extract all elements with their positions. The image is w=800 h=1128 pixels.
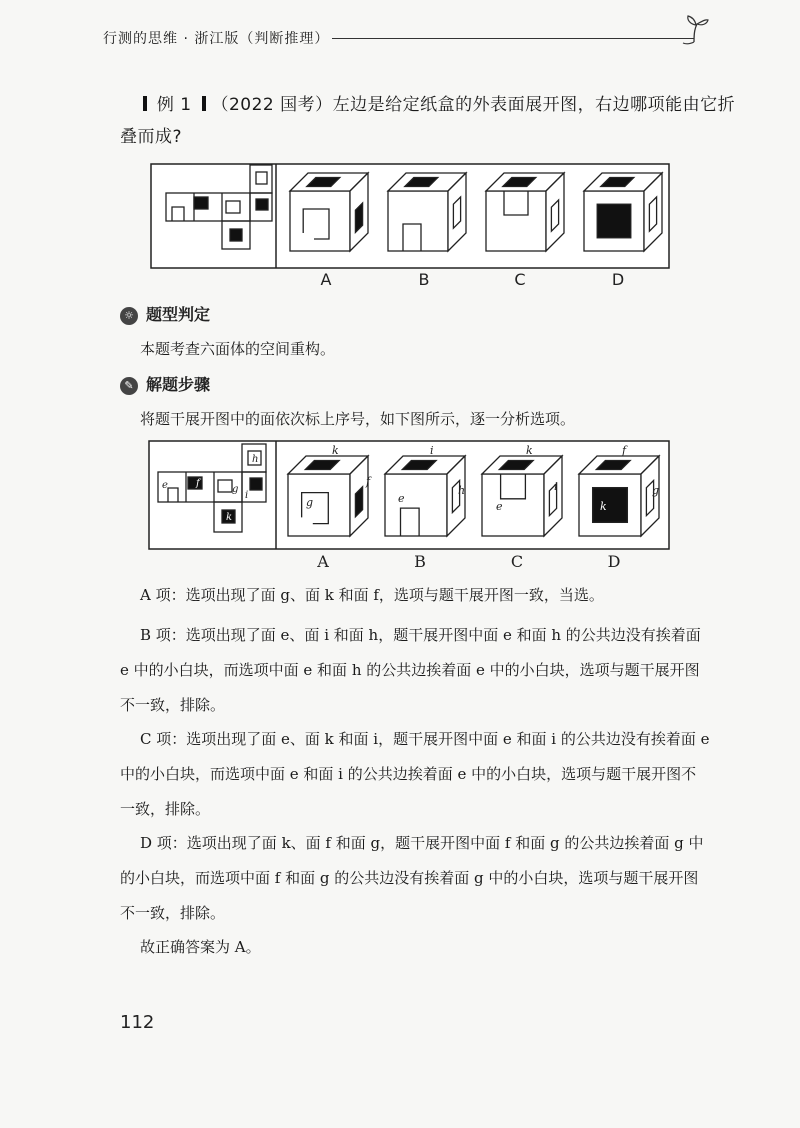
analysis-d: D 项：选项出现了面 k、面 f 和面 g，题干展开图中面 f 和面 g 的公共边挨着面 g 中的小白块，而选项中面 f 和面 g 的公共边没有挨着面 g 中的小白块，选项与题干展开图不一致，排除。 <box>120 834 704 922</box>
cube-c-front-label: e <box>496 500 503 513</box>
section-steps-body: 将题干展开图中的面依次标上序号，如下图所示，逐一分析选项。 <box>140 410 576 428</box>
cube-c-side-label: i <box>554 480 558 493</box>
cube-d-top-label: f <box>622 444 627 457</box>
cube-b-front-label: e <box>398 492 405 505</box>
fig2-label-d: D <box>607 552 621 571</box>
fig2-label-b: B <box>414 552 426 571</box>
fig1-label-d: D <box>611 270 625 289</box>
cube-f1-d-front-mark <box>597 204 631 238</box>
cube-f2-d-front-mark <box>593 488 628 523</box>
cube-f1-d <box>584 173 662 251</box>
final-answer: 故正确答案为 A。 <box>140 938 261 956</box>
section-steps-label: 解题步骤 <box>146 375 211 394</box>
fig1-label-a: A <box>320 270 332 289</box>
figure-2 <box>148 440 670 552</box>
cube-f2-c-front <box>482 474 544 536</box>
fig2-label-c: C <box>510 552 524 571</box>
cube-d-side-label: g <box>652 484 660 497</box>
cube-f2-c <box>482 456 562 536</box>
cube-f2-b <box>385 456 465 536</box>
bulb-icon: ☼ <box>120 307 138 325</box>
question-line-1 <box>143 90 735 115</box>
cube-f1-c-front <box>486 191 546 251</box>
net-face-i: i <box>245 490 249 501</box>
analysis-b: B 项：选项出现了面 e、面 i 和面 h，题干展开图中面 e 和面 h 的公共边没有挨着面 e 中的小白块，而选项中面 e 和面 h 的公共边挨着面 e 中的小白块，选项与题干展开图不一致，排除。 <box>120 626 701 714</box>
cube-f1-b-front <box>388 191 448 251</box>
net-face-k: k <box>226 512 233 523</box>
cube-b-side-label: h <box>458 484 466 497</box>
net-face-e: e <box>162 480 168 491</box>
net-face-g: g <box>232 484 239 495</box>
cube-a-top-label: k <box>332 444 339 457</box>
cube-f1-a <box>290 173 368 251</box>
sprout-icon <box>680 12 714 46</box>
page-number: 112 <box>120 1012 155 1033</box>
figure-1 <box>150 163 670 271</box>
section-type-title <box>120 302 210 325</box>
cube-f2-a-front <box>288 474 350 536</box>
cube-f2-a <box>288 456 368 536</box>
cube-f2-b-front <box>385 474 447 536</box>
cube-c-top-label: k <box>526 444 533 457</box>
cube-f1-b <box>388 173 466 251</box>
section-type-body: 本题考查六面体的空间重构。 <box>140 340 336 358</box>
analysis-a: A 项：选项出现了面 g、面 k 和面 f，选项与题干展开图一致，当选。 <box>140 586 604 604</box>
cube-f1-a-front <box>290 191 350 251</box>
tag-bar-left <box>143 96 147 111</box>
fig1-label-c: C <box>514 270 526 289</box>
running-header: 行测的思维 · 浙江版（判断推理） <box>103 31 330 47</box>
cube-a-side-label: f <box>366 475 371 488</box>
tag-bar-right <box>202 96 206 111</box>
cube-f1-c <box>486 173 564 251</box>
cube-a-front-label: g <box>306 496 314 509</box>
analysis-c: C 项：选项出现了面 e、面 k 和面 i，题干展开图中面 e 和面 i 的公共边没有挨着面 e 中的小白块，而选项中面 e 和面 i 的公共边挨着面 e 中的小白块，选项与题干展开图不一致，排除。 <box>120 730 710 818</box>
section-steps-title <box>120 372 210 395</box>
fig1-label-b: B <box>418 270 430 289</box>
net-face-f: f <box>196 478 200 489</box>
pencil-icon: ✎ <box>120 377 138 395</box>
header-rule <box>332 38 694 39</box>
cube-d-front-label: k <box>600 500 607 513</box>
fig2-label-a: A <box>317 552 329 571</box>
net-face-h: h <box>252 454 259 465</box>
question-tag: 例 1 <box>156 95 192 115</box>
section-type-label: 题型判定 <box>146 305 211 324</box>
question-text: （2022 国考）左边是给定纸盒的外表面展开图，右边哪项能由它折 <box>211 95 736 115</box>
question-line-2: 叠而成? <box>120 127 183 147</box>
cube-f2-d <box>579 456 659 536</box>
cube-b-top-label: i <box>430 444 434 457</box>
